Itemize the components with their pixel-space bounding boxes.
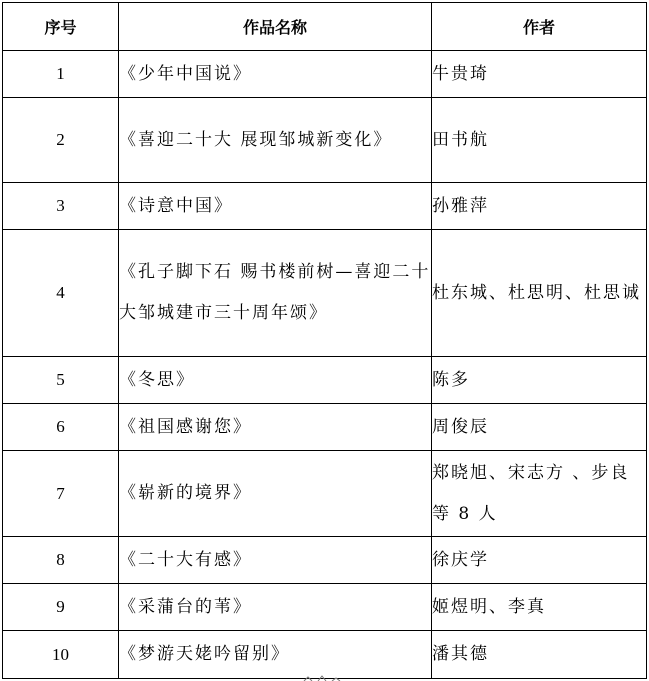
row-index: 5 xyxy=(3,357,119,404)
row-title: 《少年中国说》 xyxy=(119,51,432,98)
table-row xyxy=(3,451,647,537)
row-index: 3 xyxy=(3,183,119,230)
table-row xyxy=(3,584,647,631)
row-author: 郑晓旭、宋志方 、步良等 8 人 xyxy=(432,451,647,537)
header-index: 序号 xyxy=(3,3,119,51)
row-title: 《祖国感谢您》 xyxy=(119,404,432,451)
table-row xyxy=(3,357,647,404)
row-author: 田书航 xyxy=(432,98,647,183)
header-author: 作者 xyxy=(432,3,647,51)
row-title: 《喜迎二十大 展现邹城新变化》 xyxy=(119,98,432,183)
row-author: 牛贵琦 xyxy=(432,51,647,98)
row-author: 孙雅萍 xyxy=(432,183,647,230)
row-title: 《采蒲台的苇》 xyxy=(119,584,432,631)
table-header-row xyxy=(3,3,647,51)
row-author: 杜东城、杜思明、杜思诚 xyxy=(432,230,647,357)
table-row xyxy=(3,230,647,357)
row-author: 姬煜明、李真 xyxy=(432,584,647,631)
row-index: 10 xyxy=(3,631,119,679)
row-author: 徐庆学 xyxy=(432,537,647,584)
row-index: 2 xyxy=(3,98,119,183)
row-index: 1 xyxy=(3,51,119,98)
row-index: 4 xyxy=(3,230,119,357)
row-index: 7 xyxy=(3,451,119,537)
row-title: 《崭新的境界》 xyxy=(119,451,432,537)
table-row xyxy=(3,51,647,98)
row-title: 《梦游天姥吟留别》 xyxy=(119,631,432,679)
row-title: 《冬思》 xyxy=(119,357,432,404)
table-row xyxy=(3,404,647,451)
cropped-footer-mark xyxy=(300,675,348,681)
row-index: 8 xyxy=(3,537,119,584)
row-author: 陈多 xyxy=(432,357,647,404)
row-author: 潘其德 xyxy=(432,631,647,679)
table-row xyxy=(3,537,647,584)
table-row xyxy=(3,183,647,230)
row-author: 周俊辰 xyxy=(432,404,647,451)
table-row xyxy=(3,631,647,679)
table-row xyxy=(3,98,647,183)
row-index: 6 xyxy=(3,404,119,451)
row-title: 《诗意中国》 xyxy=(119,183,432,230)
row-title: 《孔子脚下石 赐书楼前树—喜迎二十大邹城建市三十周年颂》 xyxy=(119,230,432,357)
header-title: 作品名称 xyxy=(119,3,432,51)
row-index: 9 xyxy=(3,584,119,631)
row-title: 《二十大有感》 xyxy=(119,537,432,584)
works-table xyxy=(2,2,647,679)
